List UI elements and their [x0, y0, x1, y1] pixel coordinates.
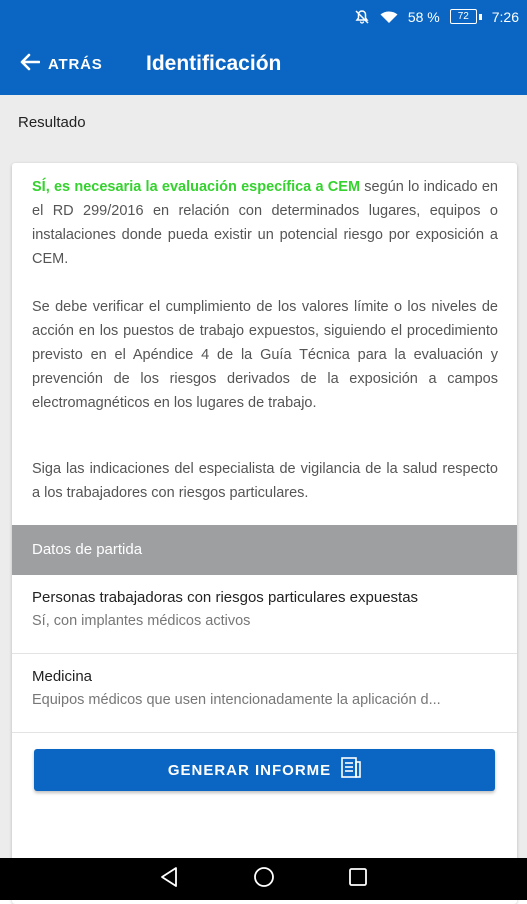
mute-icon — [354, 9, 370, 25]
back-label: ATRÁS — [48, 55, 103, 73]
result-highlight: SÍ, es necesaria la evaluación específica a CEM — [32, 179, 361, 195]
square-recents-icon — [348, 867, 368, 892]
status-bar — [0, 0, 527, 33]
list-item — [12, 575, 517, 654]
circle-home-icon — [253, 866, 275, 893]
app-bar — [0, 33, 527, 95]
battery-percent: 58 % — [407, 8, 440, 25]
result-paragraph-1 — [32, 175, 498, 271]
list-item-value: Equipos médicos que usen intencionadamente la aplicación d... — [32, 692, 441, 708]
list-item-label: Personas trabajadoras con riesgos particulares expuestas — [32, 589, 419, 606]
back-button[interactable] — [20, 33, 103, 95]
section-label: Resultado — [18, 114, 86, 131]
generate-report-button[interactable] — [34, 749, 495, 791]
page-title: Identificación — [146, 52, 282, 75]
status-icons — [354, 0, 519, 33]
arrow-left-icon — [20, 53, 40, 76]
content-area — [0, 95, 527, 858]
document-report-icon — [341, 757, 361, 784]
datos-header — [12, 525, 517, 575]
battery-level: 72 — [450, 9, 477, 24]
result-paragraph-3: Siga las indicaciones del especialista de vigilancia de la salud respecto a los trabajadores con riesgos particulares. — [32, 461, 498, 501]
result-paragraph-1-text: según lo indicado en el RD 299/2016 en relación con determinados lugares, equipos o instalaciones donde pueda existir un potencial riesgo por exposición a CEM. — [32, 179, 498, 267]
generate-report-label: GENERAR INFORME — [167, 761, 332, 779]
result-paragraph-2: Se debe verificar el cumplimiento de los valores límite o los niveles de acción en los puestos de trabajo expuestos, siguiendo el procedimiento previsto en el Apéndice 4 de la Guía Técnica para la evaluación y prevención de los riesgos derivados de la exposición a campos electromagnéticos en los lugares de trabajo. — [32, 299, 498, 411]
list-item-value: Sí, con implantes médicos activos — [32, 613, 251, 629]
triangle-back-icon — [159, 866, 179, 893]
system-nav-bar — [0, 858, 527, 900]
nav-recents-button[interactable] — [328, 858, 388, 900]
battery-charging-icon — [450, 9, 482, 24]
datos-header-label: Datos de partida — [32, 541, 143, 558]
clock: 7:26 — [491, 8, 519, 25]
list-item-label: Medicina — [32, 668, 93, 685]
wifi-icon — [380, 10, 398, 24]
nav-back-button[interactable] — [139, 858, 199, 900]
nav-home-button[interactable] — [234, 858, 294, 900]
list-item — [12, 654, 517, 733]
result-card — [12, 163, 517, 904]
